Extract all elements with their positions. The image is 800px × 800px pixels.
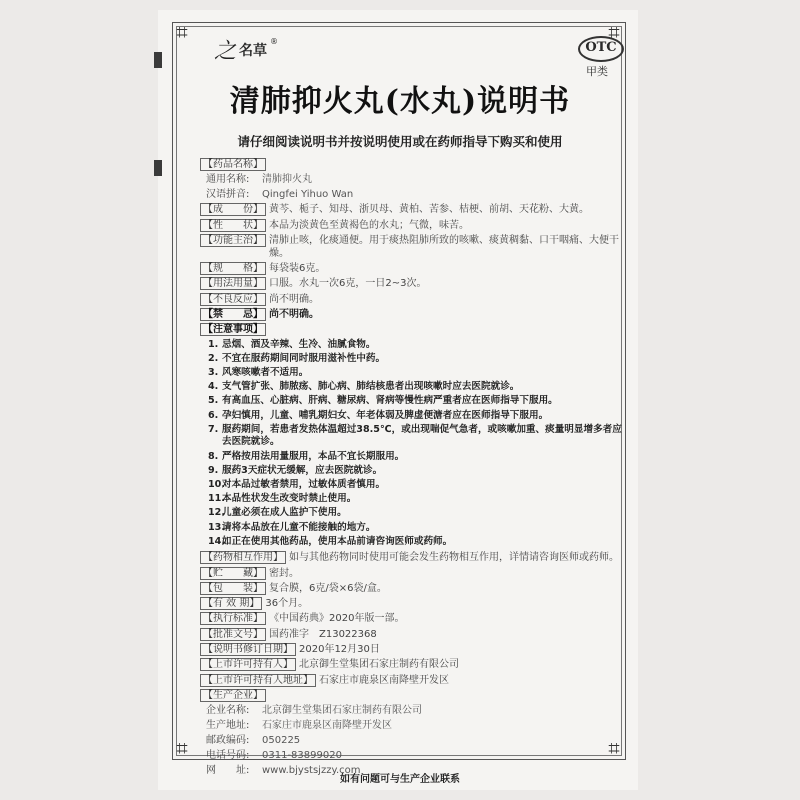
field-row xyxy=(200,293,625,306)
page-tab-mark xyxy=(154,52,162,68)
section-precautions xyxy=(200,323,625,336)
precaution-number: 8. xyxy=(208,450,219,462)
info-value: 050225 xyxy=(262,735,301,747)
precaution-number: 7. xyxy=(208,423,219,435)
field-row xyxy=(200,643,625,656)
field-label: 【用法用量】 xyxy=(200,277,266,290)
precaution-item xyxy=(208,353,625,366)
field-value: 口服。水丸一次6克，一日2~3次。 xyxy=(269,278,427,290)
precaution-text: 支气管扩张、肺脓疡、肺心病、肺结核患者出现咳嗽时应去医院就诊。 xyxy=(222,381,520,393)
section-label: 【禁 忌】 xyxy=(200,308,266,321)
section-manufacturer xyxy=(200,689,625,702)
field-value: 36个月。 xyxy=(265,598,309,610)
precaution-number: 5. xyxy=(208,395,219,407)
logo-text: 名草 xyxy=(239,42,268,59)
field-row xyxy=(200,277,625,290)
field-value: 黄芩、栀子、知母、浙贝母、黄柏、苦参、桔梗、前胡、天花粉、大黄。 xyxy=(269,204,589,216)
section-value: 尚不明确。 xyxy=(269,309,319,321)
field-value: 石家庄市鹿泉区南降壁开发区 xyxy=(319,674,449,686)
field-label: 【成 份】 xyxy=(200,203,266,216)
precaution-number: 1. xyxy=(208,338,219,350)
precaution-item xyxy=(208,493,625,506)
section-drug-name xyxy=(200,158,625,171)
section-label: 【注意事项】 xyxy=(200,323,266,336)
contact-line: 如有问题可与生产企业联系 xyxy=(340,774,460,785)
field-label: 【性 状】 xyxy=(200,219,266,232)
field-label: 【不良反应】 xyxy=(200,293,266,306)
corner-ornament-icon: ⌗ xyxy=(608,20,620,44)
field-value: 尚不明确。 xyxy=(269,293,319,305)
field-label: 【上市许可持有人地址】 xyxy=(200,674,316,687)
info-key: 汉语拼音: xyxy=(206,189,250,201)
field-row xyxy=(200,219,625,232)
info-row xyxy=(200,173,625,186)
field-row xyxy=(200,597,625,610)
field-label: 【有 效 期】 xyxy=(200,597,262,610)
corner-ornament-icon: ⌗ xyxy=(176,20,188,44)
precaution-text: 服药3天症状无缓解，应去医院就诊。 xyxy=(222,464,383,476)
field-label: 【规 格】 xyxy=(200,262,266,275)
leaflet-body xyxy=(200,158,625,779)
precaution-text: 严格按用法用量服用，本品不宜长期服用。 xyxy=(222,450,405,462)
precaution-text: 如正在使用其他药品，使用本品前请咨询医师或药师。 xyxy=(222,535,453,547)
precaution-item xyxy=(208,465,625,478)
precaution-text: 服药期间，若患者发热体温超过38.5℃，或出现喘促气急者，或咳嗽加重、痰量明显增多者应去医院就诊。 xyxy=(222,423,622,448)
precaution-text: 对本品过敏者禁用，过敏体质者慎用。 xyxy=(222,478,386,490)
field-row xyxy=(200,203,625,216)
precaution-item xyxy=(208,395,625,408)
precaution-text: 忌烟、酒及辛辣、生冷、油腻食物。 xyxy=(222,338,376,350)
logo-mark: 之 xyxy=(214,39,237,64)
info-key: 企业名称: xyxy=(206,705,250,717)
precaution-text: 不宜在服药期间同时服用滋补性中药。 xyxy=(222,352,386,364)
corner-ornament-icon: ⌗ xyxy=(176,736,188,760)
field-value: 清肺止咳，化痰通便。用于痰热阻肺所致的咳嗽、痰黄稠黏、口干咽痛、大便干燥。 xyxy=(269,234,619,259)
precautions-list xyxy=(200,339,625,549)
precaution-item xyxy=(208,451,625,464)
field-value: 《中国药典》2020年版一部。 xyxy=(269,613,405,625)
info-row xyxy=(200,719,625,732)
info-key: 电话号码: xyxy=(206,750,250,762)
precaution-number: 14. xyxy=(208,535,225,547)
field-value: 2020年12月30日 xyxy=(299,644,380,656)
precaution-item xyxy=(208,381,625,394)
section-contraindication xyxy=(200,308,625,321)
precaution-number: 10. xyxy=(208,478,225,490)
section-label: 【药品名称】 xyxy=(200,158,266,171)
precaution-item xyxy=(208,339,625,352)
precaution-item xyxy=(208,522,625,535)
field-value: 每袋装6克。 xyxy=(269,263,326,275)
field-label: 【功能主治】 xyxy=(200,234,266,247)
field-label: 【执行标准】 xyxy=(200,612,266,625)
precaution-item xyxy=(208,507,625,520)
precaution-text: 风寒咳嗽者不适用。 xyxy=(222,367,309,379)
precaution-text: 请将本品放在儿童不能接触的地方。 xyxy=(222,521,376,533)
precaution-number: 11. xyxy=(208,493,225,505)
precaution-text: 儿童必须在成人监护下使用。 xyxy=(222,507,347,519)
field-value: 北京御生堂集团石家庄制药有限公司 xyxy=(299,659,459,671)
info-row xyxy=(200,749,625,762)
info-value: 北京御生堂集团石家庄制药有限公司 xyxy=(262,705,422,717)
document-title: 清肺抑火丸(水丸)说明书 xyxy=(229,84,571,119)
field-row xyxy=(200,674,625,687)
precaution-number: 12. xyxy=(208,507,225,519)
brand-logo xyxy=(214,34,278,65)
precaution-text: 孕妇慎用，儿童、哺乳期妇女、年老体弱及脾虚便溏者应在医师指导下服用。 xyxy=(222,409,549,421)
document-subtitle: 请仔细阅读说明书并按说明使用或在药师指导下购买和使用 xyxy=(237,134,563,149)
precaution-number: 9. xyxy=(208,464,219,476)
precaution-item xyxy=(208,536,625,549)
field-row xyxy=(200,582,625,595)
precaution-text: 有高血压、心脏病、肝病、糖尿病、肾病等慢性病严重者应在医师指导下服用。 xyxy=(222,395,558,407)
precaution-text: 本品性状发生改变时禁止使用。 xyxy=(222,493,357,505)
page-tab-mark xyxy=(154,160,162,176)
field-row xyxy=(200,628,625,641)
info-value: 石家庄市鹿泉区南降壁开发区 xyxy=(262,720,392,732)
info-row xyxy=(200,188,625,201)
precaution-number: 6. xyxy=(208,409,219,421)
info-key: 网 址: xyxy=(206,765,250,777)
field-value: 如与其他药物同时使用可能会发生药物相互作用，详情请咨询医师或药师。 xyxy=(289,552,619,564)
info-row xyxy=(200,704,625,717)
precaution-item xyxy=(208,424,625,449)
info-value: 0311-83899020 xyxy=(262,750,342,762)
precaution-item xyxy=(208,367,625,380)
field-value: 密封。 xyxy=(269,567,299,579)
field-row xyxy=(200,612,625,625)
info-value: Qingfei Yihuo Wan xyxy=(262,189,354,201)
info-value: 清肺抑火丸 xyxy=(262,174,312,186)
field-row xyxy=(200,262,625,275)
precaution-item xyxy=(208,479,625,492)
field-row xyxy=(200,234,625,260)
corner-ornament-icon: ⌗ xyxy=(608,736,620,760)
info-key: 生产地址: xyxy=(206,720,250,732)
precaution-item xyxy=(208,410,625,423)
otc-category: 甲类 xyxy=(586,65,608,78)
field-value: 国药准字 Z13022368 xyxy=(269,628,377,640)
precaution-number: 13. xyxy=(208,521,225,533)
otc-badge: OTC xyxy=(578,36,624,62)
precaution-number: 3. xyxy=(208,367,219,379)
field-value: 复合膜，6克/袋×6袋/盒。 xyxy=(269,582,387,594)
info-value: www.bjystsjzzy.com xyxy=(262,765,361,777)
field-label: 【药物相互作用】 xyxy=(200,551,286,564)
info-key: 邮政编码: xyxy=(206,735,250,747)
field-label: 【包 装】 xyxy=(200,582,266,595)
field-label: 【批准文号】 xyxy=(200,628,266,641)
field-value: 本品为淡黄色至黄褐色的水丸；气微，味苦。 xyxy=(269,219,469,231)
info-row xyxy=(200,734,625,747)
field-row xyxy=(200,658,625,671)
field-row xyxy=(200,567,625,580)
field-label: 【贮 藏】 xyxy=(200,567,266,580)
field-label: 【说明书修订日期】 xyxy=(200,643,296,656)
field-row xyxy=(200,551,625,564)
info-key: 通用名称: xyxy=(206,174,250,186)
registered-mark: ® xyxy=(270,37,279,46)
section-label: 【生产企业】 xyxy=(200,689,266,702)
precaution-number: 2. xyxy=(208,352,219,364)
field-label: 【上市许可持有人】 xyxy=(200,658,296,671)
precaution-number: 4. xyxy=(208,381,219,393)
